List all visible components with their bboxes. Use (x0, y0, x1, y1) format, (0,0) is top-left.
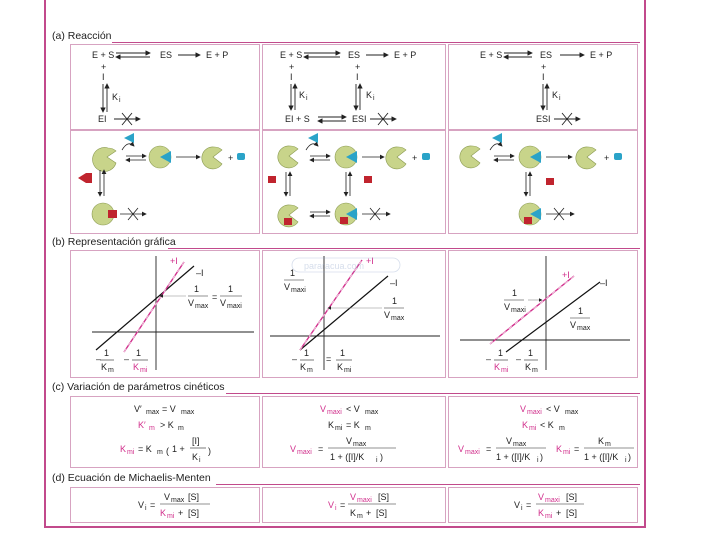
enzyme-icon (93, 147, 116, 171)
section-label-params: (c) Variación de parámetros cinéticos (52, 381, 225, 393)
svg-text:m: m (605, 441, 611, 448)
svg-text:1 +: 1 + (172, 444, 185, 454)
svg-text:K: K (299, 90, 306, 100)
svg-text:=: = (150, 500, 156, 510)
lineweaver-burk-noncompetitive (270, 256, 440, 374)
svg-text:E + S: E + S (280, 50, 303, 60)
watermark (292, 258, 400, 272)
section-label-graph: (b) Representación gráfica (52, 236, 176, 248)
svg-text:1: 1 (194, 284, 200, 294)
svg-text:): ) (540, 452, 543, 462)
ki-label: K (112, 92, 119, 102)
inhibitor-icon (78, 173, 92, 183)
svg-text:1 + ([I]/K: 1 + ([I]/K (584, 452, 619, 462)
svg-text:–: – (96, 354, 102, 364)
svg-text:max: max (565, 409, 579, 416)
svg-text:E + P: E + P (590, 50, 613, 60)
svg-text:1: 1 (528, 348, 534, 358)
svg-text:I: I (542, 72, 545, 82)
svg-text:[S]: [S] (566, 492, 578, 502)
mm-equation-noncompetitive (328, 492, 396, 520)
params-competitive (120, 404, 211, 464)
svg-text:K: K (552, 90, 559, 100)
svg-text:maxi: maxi (297, 449, 312, 456)
product-icon (237, 153, 245, 160)
svg-text:K: K (538, 508, 545, 518)
lineweaver-burk-competitive (92, 256, 254, 374)
svg-text:=: = (574, 444, 580, 454)
svg-text:i: i (521, 505, 523, 512)
svg-text:+I: +I (170, 256, 178, 266)
svg-text:[S]: [S] (376, 508, 388, 518)
svg-text:+: + (541, 62, 547, 72)
svg-text:–I: –I (600, 278, 608, 288)
svg-text:+: + (556, 508, 562, 518)
svg-text:V: V (506, 436, 513, 446)
mm-equation-competitive (138, 492, 210, 520)
svg-text:= K: = K (138, 444, 152, 454)
svg-text:1: 1 (512, 288, 518, 298)
svg-text:–: – (516, 354, 522, 364)
svg-text:V: V (384, 310, 391, 320)
svg-text:maxi: maxi (291, 287, 306, 294)
substrate-icon (124, 133, 134, 143)
svg-text:maxi: maxi (357, 497, 372, 504)
e-plus-s: E + S (92, 50, 115, 60)
svg-text:ESI: ESI (536, 114, 551, 124)
svg-text:–I: –I (390, 278, 398, 288)
svg-text:–: – (292, 354, 298, 364)
svg-text:mi: mi (335, 425, 343, 432)
svg-text:V: V (350, 492, 357, 502)
svg-text:m: m (178, 425, 184, 432)
svg-text:K: K (328, 420, 335, 430)
svg-text:i: i (306, 95, 308, 102)
svg-text:1: 1 (340, 348, 346, 358)
svg-text:m: m (307, 367, 313, 374)
svg-text:maxi: maxi (227, 303, 242, 310)
svg-text:+: + (289, 62, 295, 72)
svg-text:V: V (188, 298, 195, 308)
svg-text:+: + (228, 153, 234, 163)
svg-text:m: m (357, 513, 363, 520)
section-label-reaction: (a) Reacción (52, 30, 112, 42)
svg-text:1 + ([I]/K: 1 + ([I]/K (330, 452, 365, 462)
svg-text:V: V (458, 444, 465, 454)
svg-text:ES: ES (540, 50, 553, 60)
svg-text:+: + (178, 508, 184, 518)
lineweaver-burk-uncompetitive (460, 256, 630, 374)
svg-text:max: max (513, 441, 527, 448)
svg-text:ES: ES (348, 50, 361, 60)
svg-text:EI + S: EI + S (285, 114, 310, 124)
section-label-equation: (d) Ecuación de Michaelis-Menten (52, 472, 211, 484)
svg-text:K′: K′ (138, 420, 146, 430)
svg-text:K: K (192, 452, 199, 462)
svg-text:maxi: maxi (465, 449, 480, 456)
svg-text:V: V (346, 436, 353, 446)
ki-sub: i (119, 97, 121, 104)
svg-text:m: m (532, 367, 538, 374)
svg-text:max: max (195, 303, 209, 310)
svg-text:max: max (353, 441, 367, 448)
svg-text:V: V (514, 500, 521, 510)
es: ES (160, 50, 173, 60)
svg-text:i: i (145, 505, 147, 512)
reaction-scheme-noncompetitive (280, 50, 416, 125)
svg-text:ESI: ESI (352, 114, 367, 124)
svg-text:+: + (412, 153, 418, 163)
svg-text:=: = (340, 500, 346, 510)
svg-text:mi: mi (127, 449, 135, 456)
svg-text:): ) (628, 452, 631, 462)
svg-text:max: max (146, 409, 160, 416)
svg-text:V: V (570, 320, 577, 330)
svg-text:m: m (157, 449, 163, 456)
svg-text:K: K (160, 508, 167, 518)
svg-text:K: K (522, 420, 529, 430)
svg-text:(: ( (166, 446, 169, 456)
svg-text:1: 1 (228, 284, 234, 294)
svg-text:V: V (164, 492, 171, 502)
svg-text:max: max (181, 409, 195, 416)
svg-text:< K: < K (540, 420, 554, 430)
params-uncompetitive (458, 404, 634, 464)
svg-text:= K: = K (346, 420, 360, 430)
svg-text:max: max (577, 325, 591, 332)
svg-text:+I: +I (562, 270, 570, 280)
svg-text:max: max (171, 497, 185, 504)
svg-text:mi: mi (167, 513, 175, 520)
svg-text:mi: mi (501, 367, 509, 374)
svg-text:max: max (391, 315, 405, 322)
svg-text:V: V (290, 444, 297, 454)
svg-text:[S]: [S] (188, 508, 200, 518)
svg-text:< V: < V (346, 404, 360, 414)
svg-text:[S]: [S] (188, 492, 200, 502)
svg-text:): ) (208, 446, 211, 456)
svg-text:1: 1 (498, 348, 504, 358)
svg-text:m: m (559, 425, 565, 432)
params-noncompetitive (290, 404, 396, 464)
svg-text:+I: +I (366, 256, 374, 266)
svg-text:–: – (124, 354, 130, 364)
svg-text:+: + (366, 508, 372, 518)
svg-text:i: i (199, 457, 201, 464)
svg-text:mi: mi (545, 513, 553, 520)
svg-text:maxi: maxi (327, 409, 342, 416)
reaction-scheme-competitive (92, 50, 228, 125)
svg-text:mi: mi (563, 449, 571, 456)
svg-text:< V: < V (546, 404, 560, 414)
svg-text:V: V (138, 500, 145, 510)
svg-text:V: V (328, 500, 335, 510)
svg-text:i: i (537, 457, 539, 464)
svg-text:m: m (149, 425, 155, 432)
svg-text:V: V (220, 298, 227, 308)
svg-text:mi: mi (140, 367, 148, 374)
inhibitor-i: I (102, 72, 105, 82)
svg-text:=: = (326, 354, 332, 364)
svg-text:maxi: maxi (511, 307, 526, 314)
svg-text:K: K (494, 362, 501, 372)
svg-text:K: K (525, 362, 532, 372)
svg-text:pararacua.com: pararacua.com (304, 261, 365, 271)
svg-text:I: I (290, 72, 293, 82)
svg-text:1: 1 (304, 348, 310, 358)
svg-text:maxi: maxi (545, 497, 560, 504)
svg-text:1: 1 (104, 348, 110, 358)
svg-text:1: 1 (136, 348, 142, 358)
svg-text:K: K (350, 508, 357, 518)
svg-text:K: K (598, 436, 605, 446)
svg-text:E + S: E + S (480, 50, 503, 60)
svg-text:m: m (108, 367, 114, 374)
svg-text:V: V (504, 302, 511, 312)
svg-text:i: i (335, 505, 337, 512)
svg-text:i: i (376, 457, 378, 464)
svg-text:I: I (356, 72, 359, 82)
svg-text:[S]: [S] (378, 492, 390, 502)
svg-text:m: m (365, 425, 371, 432)
svg-text:): ) (380, 452, 383, 462)
svg-text:V: V (320, 404, 327, 414)
svg-text:–: – (486, 354, 492, 364)
svg-text:+: + (604, 153, 610, 163)
svg-text:1: 1 (290, 268, 296, 278)
svg-text:=: = (318, 444, 324, 454)
svg-text:= V: = V (162, 404, 176, 414)
svg-text:maxi: maxi (527, 409, 542, 416)
svg-text:mi: mi (344, 367, 352, 374)
e-plus-p: E + P (206, 50, 229, 60)
svg-text:[I]: [I] (192, 436, 200, 446)
svg-text:1 + ([I]/K: 1 + ([I]/K (496, 452, 531, 462)
svg-text:K: K (300, 362, 307, 372)
svg-text:E + P: E + P (394, 50, 417, 60)
svg-text:V: V (538, 492, 545, 502)
svg-text:> K: > K (160, 420, 174, 430)
svg-text:K: K (120, 444, 127, 454)
svg-text:1: 1 (578, 306, 584, 316)
ei: EI (98, 114, 107, 124)
svg-text:mi: mi (529, 425, 537, 432)
svg-text:+: + (355, 62, 361, 72)
svg-text:i: i (559, 95, 561, 102)
svg-text:K: K (337, 362, 344, 372)
svg-text:K: K (366, 90, 373, 100)
svg-text:1: 1 (392, 296, 398, 306)
plus-sign: + (101, 62, 107, 72)
svg-text:K: K (101, 362, 108, 372)
enzyme-cartoons (78, 133, 622, 227)
svg-text:=: = (212, 292, 218, 302)
svg-text:i: i (373, 95, 375, 102)
svg-text:[S]: [S] (566, 508, 578, 518)
svg-text:i: i (625, 457, 627, 464)
reaction-scheme-uncompetitive (480, 50, 612, 125)
svg-text:=: = (486, 444, 492, 454)
svg-text:K: K (133, 362, 140, 372)
svg-text:=: = (526, 500, 532, 510)
svg-text:K: K (556, 444, 563, 454)
svg-text:V: V (520, 404, 527, 414)
svg-text:V: V (284, 282, 291, 292)
svg-text:V′: V′ (134, 404, 142, 414)
svg-text:max: max (365, 409, 379, 416)
mm-equation-uncompetitive (514, 492, 584, 520)
svg-text:–I: –I (196, 268, 204, 278)
